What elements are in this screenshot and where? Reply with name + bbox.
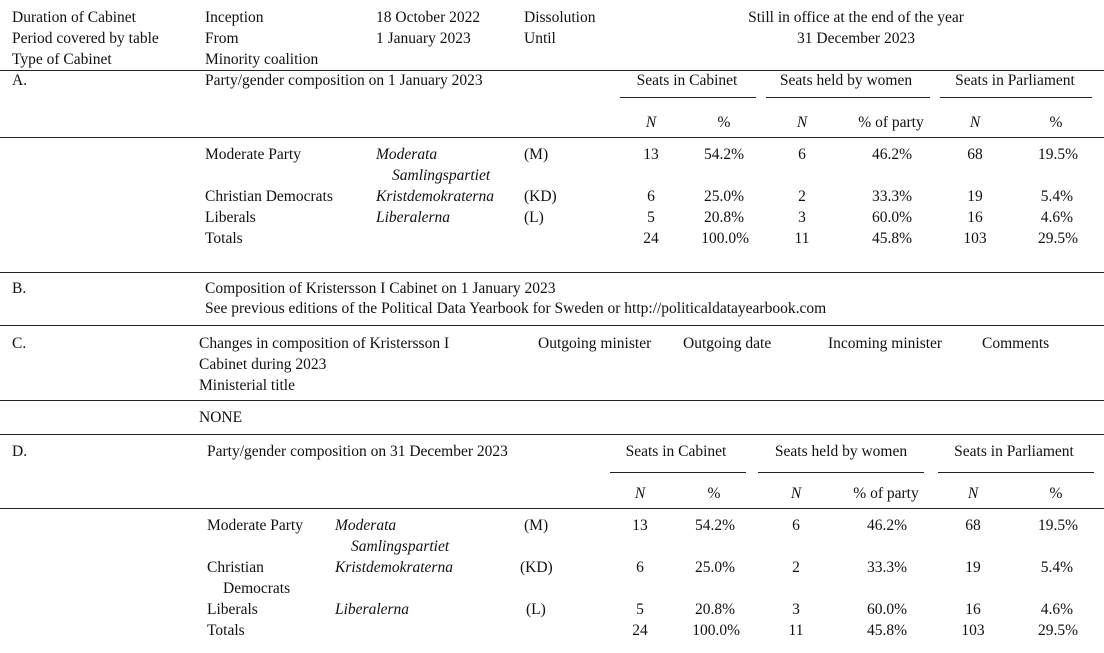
cell: 46.2% [871,146,912,163]
group-underline [766,97,930,98]
cell: 13 [632,517,648,534]
col-header-outgoing-date: Outgoing date [683,335,772,352]
divider [0,137,1104,138]
col-header-comments: Comments [982,335,1050,352]
cell: 46.2% [866,517,907,534]
party-native-name: Moderata [376,146,438,163]
section-letter: A. [12,72,28,89]
cell: 60.0% [866,601,907,618]
group-underline [940,97,1092,98]
cell: 33.3% [866,559,907,576]
header-inception-date: 18 October 2022 [376,9,481,26]
totals-label: Totals [207,622,245,639]
col-group-cabinet: Seats in Cabinet [636,72,738,89]
cell: 68 [965,517,981,534]
party-native-name: Moderata [335,517,397,534]
party-abbr: (L) [524,209,544,226]
cell: 54.2% [703,146,744,163]
party-name: Democrats [223,580,291,597]
party-name: Christian Democrats [205,188,333,205]
section-title: Cabinet during 2023 [199,356,327,373]
subheader: % [717,114,731,131]
cell: 103 [963,230,987,247]
group-underline [938,472,1094,473]
subheader: N [634,485,646,502]
party-abbr: (M) [524,146,549,163]
cell: 68 [967,146,983,163]
cell: 19.5% [1037,146,1078,163]
cell: 100.0% [701,230,749,247]
col-group-parliament: Seats in Parliament [955,72,1075,89]
party-name: Moderate Party [207,517,303,534]
cell: 5 [647,209,655,226]
section-title: Party/gender composition on 31 December 2023 [207,443,508,460]
divider [0,325,1104,326]
group-underline [620,97,756,98]
col-group-women: Seats held by women [774,443,908,460]
cell: 19 [965,559,981,576]
no-changes-value: NONE [199,409,243,426]
cell: 11 [788,622,804,639]
header-from-label: From [205,30,239,47]
header-label-type: Type of Cabinet [12,51,112,68]
subheader: N [967,485,979,502]
cell: 5.4% [1040,559,1073,576]
header-from-date: 1 January 2023 [376,30,471,47]
cell: 45.8% [866,622,907,639]
divider [0,434,1104,435]
divider [0,400,1104,401]
cell: 16 [967,209,983,226]
subheader: N [796,114,808,131]
section-letter: B. [12,280,27,297]
header-label-period: Period covered by table [12,30,159,47]
section-title: Party/gender composition on 1 January 2023 [205,72,483,89]
cell: 103 [961,622,985,639]
party-native-name: Liberalerna [335,601,410,618]
cell: 16 [965,601,981,618]
cell: 3 [798,209,806,226]
cell: 29.5% [1037,622,1078,639]
divider [0,272,1104,273]
col-group-women: Seats held by women [779,72,913,89]
cell: 19.5% [1037,517,1078,534]
party-name: Liberals [207,601,258,618]
cell: 6 [798,146,806,163]
section-letter: C. [12,335,27,352]
divider [0,70,1104,71]
party-abbr: (M) [524,517,549,534]
cell: 20.8% [703,209,744,226]
subheader: % [1049,485,1063,502]
group-underline [758,472,924,473]
group-underline [610,472,746,473]
header-until-label: Until [524,30,556,47]
cell: 4.6% [1040,209,1073,226]
party-native-name: Samlingspartiet [392,167,491,184]
cell: 2 [792,559,800,576]
subheader: N [790,485,802,502]
cell: 5.4% [1040,188,1073,205]
subheader: % of party [853,485,919,502]
cell: 25.0% [703,188,744,205]
cell: 6 [792,517,800,534]
party-name: Christian [207,559,264,576]
cell: 3 [792,601,800,618]
subheader: N [969,114,981,131]
col-group-parliament: Seats in Parliament [954,443,1074,460]
cell: 33.3% [871,188,912,205]
header-inception-label: Inception [205,9,264,26]
section-note: See previous editions of the Political Data Yearbook for Sweden or http://politicaldatayearbook.com [205,300,827,317]
cell: 100.0% [692,622,740,639]
cell: 45.8% [871,230,912,247]
subheader: % of party [858,114,924,131]
party-abbr: (KD) [524,188,557,205]
header-dissolution-label: Dissolution [524,9,596,26]
cell: 29.5% [1037,230,1078,247]
cell: 60.0% [871,209,912,226]
cell: 19 [967,188,983,205]
cell: 5 [636,601,644,618]
section-title: Composition of Kristersson I Cabinet on 1 January 2023 [205,280,556,297]
cell: 54.2% [694,517,735,534]
section-letter: D. [12,443,28,460]
cell: 11 [794,230,810,247]
col-group-cabinet: Seats in Cabinet [625,443,727,460]
party-name: Moderate Party [205,146,301,163]
party-name: Liberals [205,209,256,226]
header-dissolution-value: Still in office at the end of the year [748,9,964,26]
cell: 13 [643,146,659,163]
totals-label: Totals [205,230,243,247]
cell: 2 [798,188,806,205]
party-native-name: Kristdemokraterna [376,188,494,205]
header-until-date: 31 December 2023 [797,30,915,47]
party-native-name: Liberalerna [376,209,451,226]
party-native-name: Kristdemokraterna [335,559,453,576]
section-title: Changes in composition of Kristersson I [199,335,450,352]
party-abbr: (KD) [520,559,553,576]
divider [0,508,1104,509]
cell: 6 [647,188,655,205]
cell: 24 [632,622,648,639]
header-label-duration: Duration of Cabinet [12,9,136,26]
party-native-name: Samlingspartiet [351,538,450,555]
cell: 25.0% [694,559,735,576]
subheader: % [707,485,721,502]
col-header-incoming-minister: Incoming minister [828,335,943,352]
party-abbr: (L) [526,601,546,618]
cell: 24 [643,230,659,247]
cell: 20.8% [694,601,735,618]
cell: 6 [636,559,644,576]
col-header-outgoing-minister: Outgoing minister [538,335,652,352]
cell: 4.6% [1040,601,1073,618]
subheader: % [1049,114,1063,131]
header-type-value: Minority coalition [205,51,319,68]
subheader: N [645,114,657,131]
col-header-ministerial-title: Ministerial title [199,377,295,394]
